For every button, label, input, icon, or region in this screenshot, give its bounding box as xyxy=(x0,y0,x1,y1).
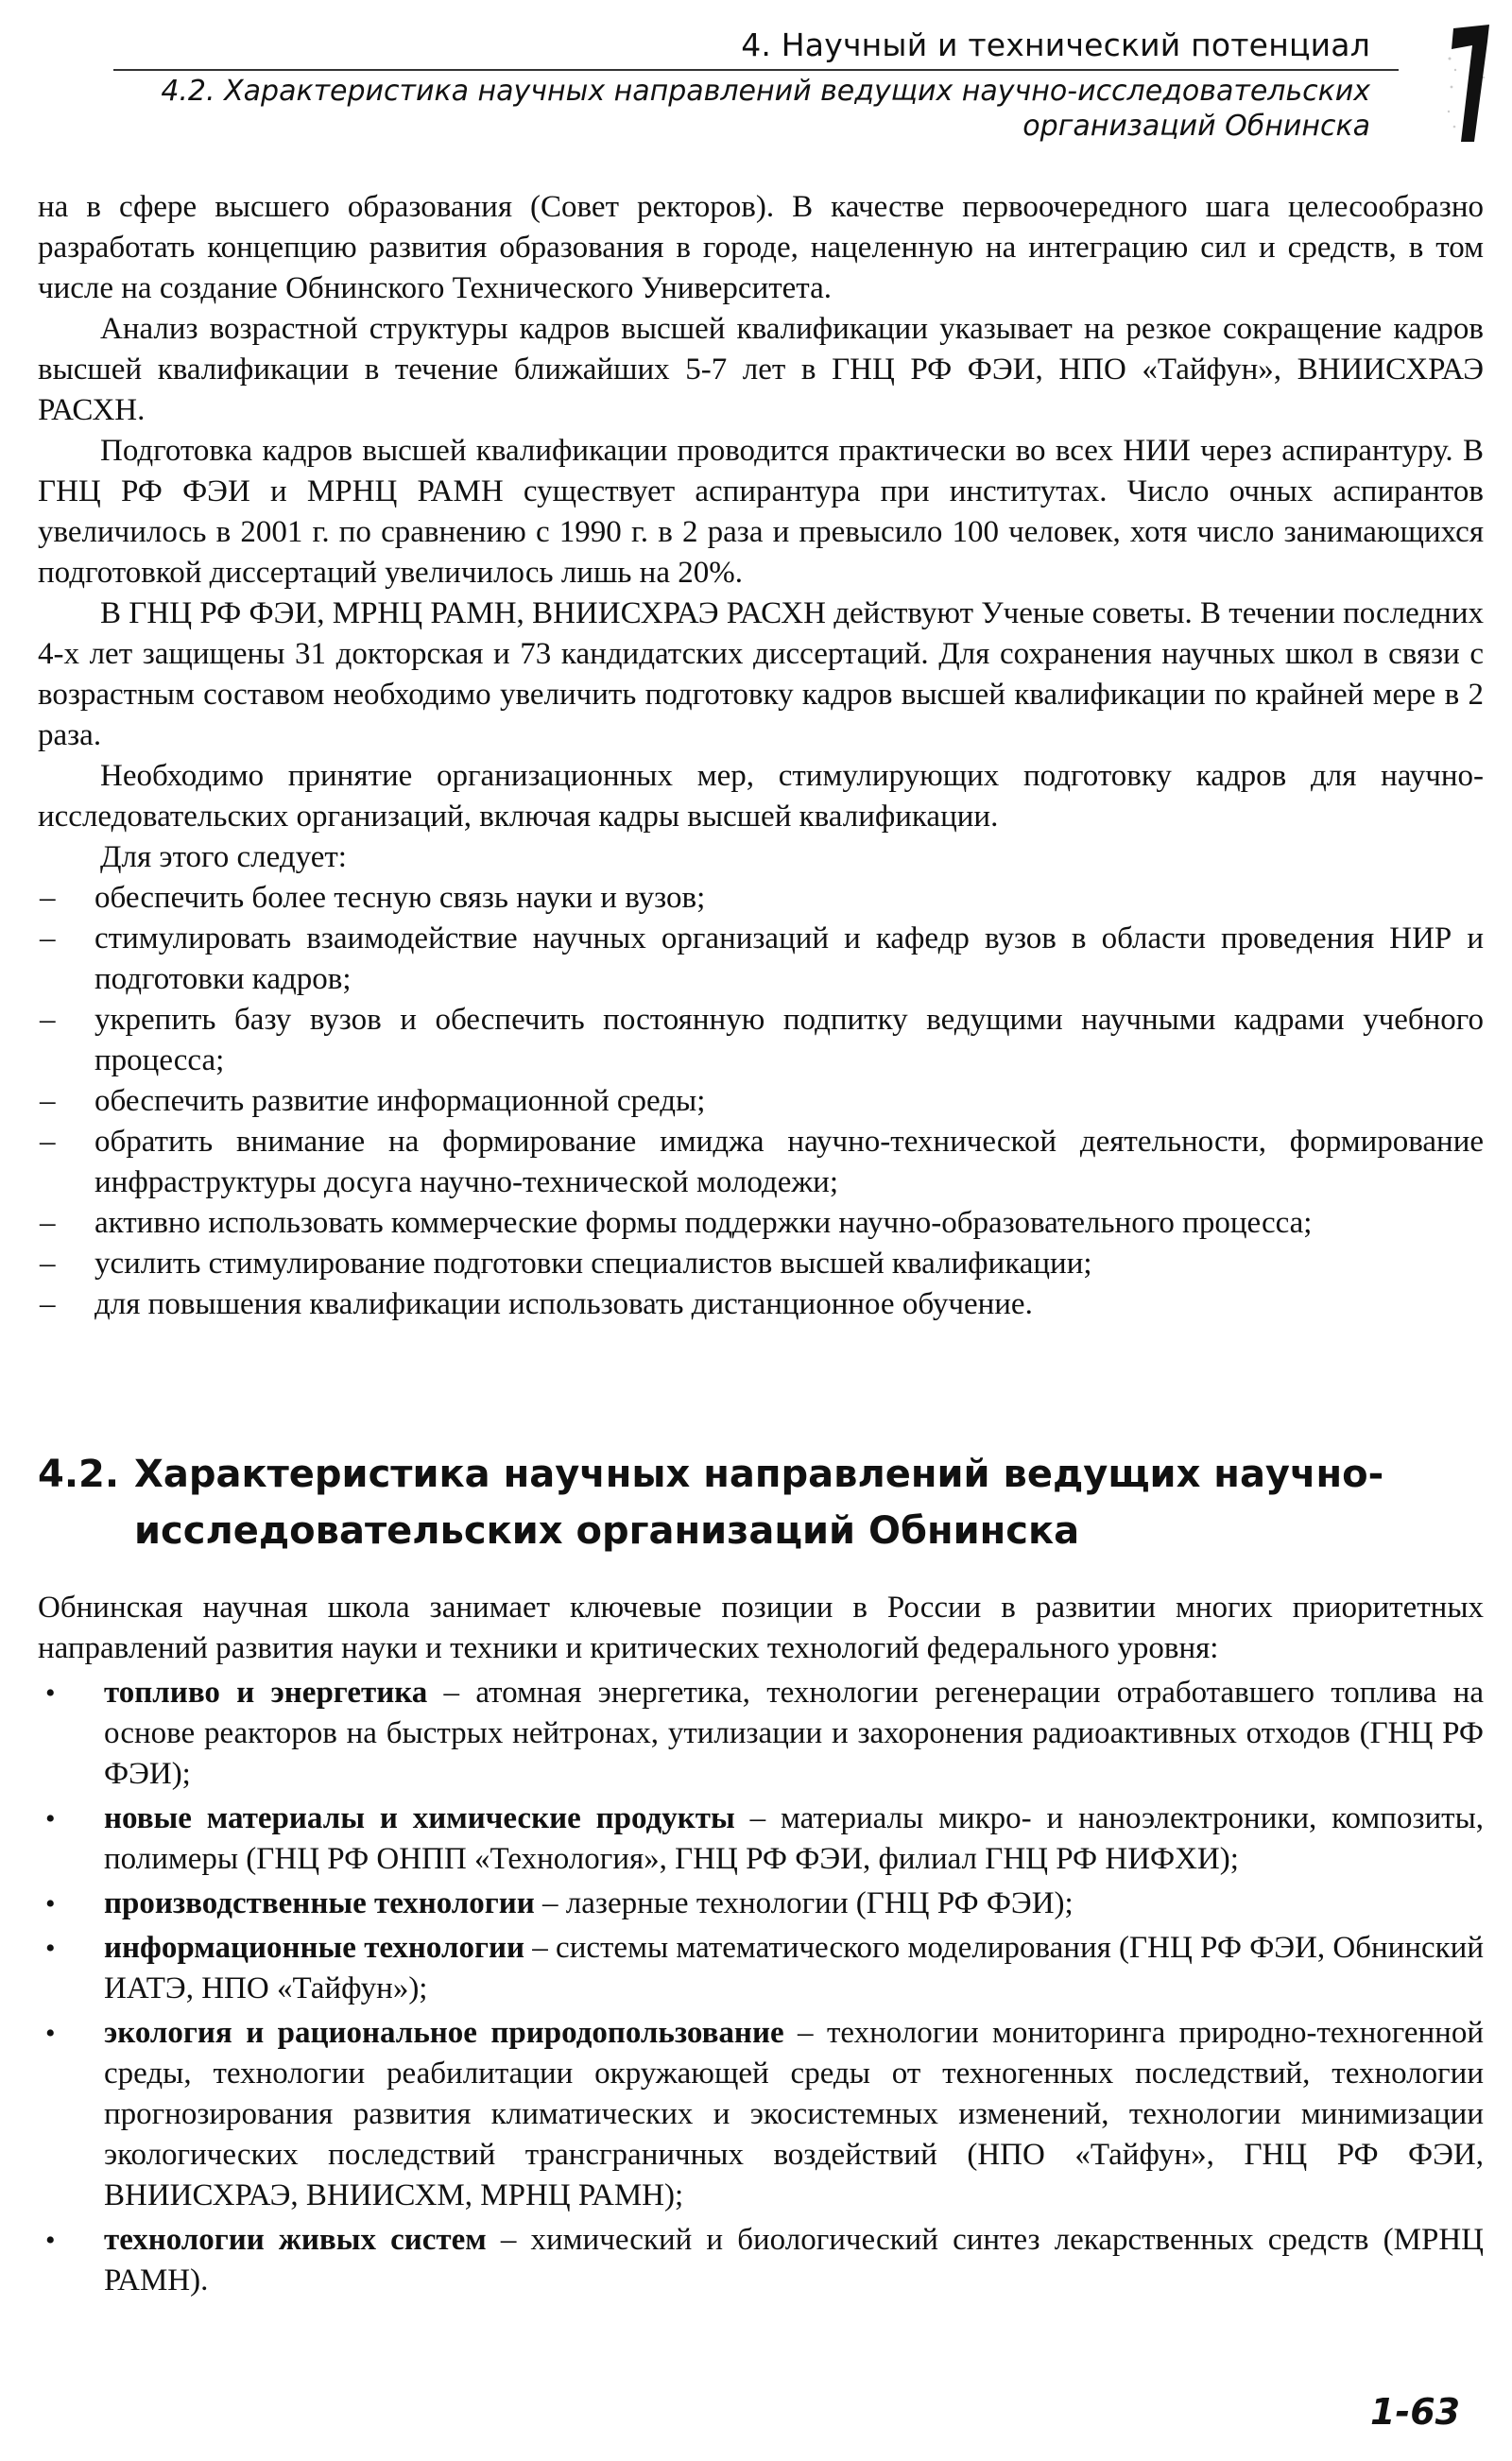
direction-text: – системы математического моделирования (ГНЦ РФ ФЭИ, Обнинский ИАТЭ, НПО «Тайфун»); xyxy=(104,1931,1484,2005)
list-item xyxy=(38,1884,1484,1924)
header-divider xyxy=(113,69,1399,71)
paragraph: Необходимо принятие организационных мер, стимулирующих подготовку кадров для научно-исследовательских организаций, включая кадры высшей квалификации. xyxy=(38,759,1484,834)
bullet-marker: • xyxy=(45,1933,56,1964)
list-item-text: обеспечить развитие информационной среды; xyxy=(94,1084,706,1118)
dash-marker: – xyxy=(40,921,56,955)
dash-marker: – xyxy=(40,1125,56,1159)
dash-marker: – xyxy=(40,1287,56,1321)
chapter-number-icon xyxy=(1446,21,1491,146)
section-title-line1: Характеристика научных направлений ведущих научно- xyxy=(134,1453,1384,1496)
list-item-text: усилить стимулирование подготовки специалистов высшей квалификации; xyxy=(94,1247,1092,1281)
list-item-text: стимулировать взаимодействие научных организаций и кафедр вузов в области проведения НИР и подготовки кадров; xyxy=(94,921,1484,996)
list-item xyxy=(38,1244,1484,1284)
list-item xyxy=(38,919,1484,1000)
bullet-marker: • xyxy=(45,2225,56,2256)
section-title-line2: исследовательских организаций Обнинска xyxy=(134,1509,1080,1553)
direction-term: экология и рациональное природопользование xyxy=(104,2016,784,2050)
dash-marker: – xyxy=(40,1206,56,1240)
section-text-block xyxy=(38,1588,1484,2301)
list-item xyxy=(38,1122,1484,1203)
dash-marker: – xyxy=(40,1247,56,1281)
paragraph: Подготовка кадров высшей квалификации проводится практически во всех НИИ через аспирантуру. В ГНЦ РФ ФЭИ и МРНЦ РАМН существует аспирантура при институтах. Число очных аспирантов увеличилось в 2001 г. по сравнению с 1990 г. в 2 раза и превысило 100 человек, хотя число занимающихся подготовкой диссертаций увеличилось лишь на 20%. xyxy=(38,434,1484,590)
paragraph: В ГНЦ РФ ФЭИ, МРНЦ РАМН, ВНИИСХРАЭ РАСХН действуют Ученые советы. В течении последних 4-х лет защищены 31 докторская и 73 кандидатских диссертаций. Для сохранения научных школ в связи с возрастным составом необходимо увеличить подготовку кадров высшей квалификации по крайней мере в 2 раза. xyxy=(38,596,1484,752)
list-item-text: активно использовать коммерческие формы поддержки научно-образовательного процесса; xyxy=(94,1206,1313,1240)
section-heading xyxy=(38,1446,1484,1559)
list-item-text: для повышения квалификации использовать дистанционное обучение. xyxy=(94,1287,1033,1321)
direction-term: новые материалы и химические продукты xyxy=(104,1801,735,1835)
paragraph: на в сфере высшего образования (Совет ректоров). В качестве первоочередного шага целесообразно разработать концепцию развития образования в городе, нацеленную на интеграцию сил и средств, в том числе на создание Обнинского Технического Университета. xyxy=(38,190,1484,305)
bullet-marker: • xyxy=(45,1888,56,1919)
list-item xyxy=(38,2013,1484,2216)
dash-marker: – xyxy=(40,881,56,915)
direction-text: – химический и биологический синтез лекарственных средств (МРНЦ РАМН). xyxy=(104,2223,1484,2298)
recommendation-list xyxy=(38,878,1484,1325)
bullet-marker: • xyxy=(45,1678,56,1709)
direction-term: информационные технологии xyxy=(104,1931,525,1965)
paragraph: Анализ возрастной структуры кадров высшей квалификации указывает на резкое сокращение кадров высшей квалификации в течение ближайших 5-7 лет в ГНЦ РФ ФЭИ, НПО «Тайфун», ВНИИСХРАЭ РАСХН. xyxy=(38,312,1484,427)
direction-term: производственные технологии xyxy=(104,1886,535,1920)
direction-text: – материалы микро- и наноэлектроники, композиты, полимеры (ГНЦ РФ ОНПП «Технология», ГНЦ РФ ФЭИ, филиал ГНЦ РФ НИФХИ); xyxy=(104,1801,1484,1876)
running-header xyxy=(94,26,1399,143)
bullet-marker: • xyxy=(45,2018,56,2049)
bullet-marker: • xyxy=(45,1803,56,1834)
direction-text: – лазерные технологии (ГНЦ РФ ФЭИ); xyxy=(534,1886,1074,1920)
section-number: 4.2. xyxy=(38,1453,120,1496)
paragraph: Для этого следует: xyxy=(100,840,347,874)
top-text-block xyxy=(38,187,1484,1325)
direction-text: – технологии мониторинга природно-техногенной среды, технологии реабилитации окружающей среды от техногенных последствий, технологии прогнозирования развития климатических и экосистемных изменений, технологии минимизации экологических последствий трансграничных воздействий (НПО «Тайфун», ГНЦ РФ ФЭИ, ВНИИСХРАЭ, ВНИИСХМ, МРНЦ РАМН); xyxy=(104,2016,1484,2212)
header-section-line2: организаций Обнинска xyxy=(1022,110,1370,143)
list-item xyxy=(38,1081,1484,1122)
list-item xyxy=(38,1928,1484,2009)
list-item-text: обратить внимание на формирование имиджа научно-технической деятельности, формирование инфраструктуры досуга научно-технической молодежи; xyxy=(94,1125,1484,1199)
list-item xyxy=(38,2220,1484,2301)
directions-list xyxy=(38,1673,1484,2301)
section-heading-line1 xyxy=(38,1446,1484,1503)
list-item xyxy=(38,878,1484,919)
list-item xyxy=(38,1673,1484,1795)
chapter-title: 4. Научный и технический потенциал xyxy=(741,26,1370,63)
section-intro: Обнинская научная школа занимает ключевые позиции в России в развитии многих приоритетных направлений развития науки и техники и критических технологий федерального уровня: xyxy=(38,1591,1484,1665)
header-section-line1: 4.2. Характеристика научных направлений ведущих научно-исследовательских xyxy=(161,75,1370,108)
document-page xyxy=(38,0,1484,2461)
list-item xyxy=(38,1000,1484,1081)
list-item-text: укрепить базу вузов и обеспечить постоянную подпитку ведущими научными кадрами учебного процесса; xyxy=(94,1003,1484,1077)
direction-term: технологии живых систем xyxy=(104,2223,487,2257)
list-item xyxy=(38,1284,1484,1325)
dash-marker: – xyxy=(40,1084,56,1118)
list-item-text: обеспечить более тесную связь науки и вузов; xyxy=(94,881,706,915)
direction-text: – атомная энергетика, технологии регенерации отработавшего топлива на основе реакторов на быстрых нейтронах, утилизации и захоронения радиоактивных отходов (ГНЦ РФ ФЭИ); xyxy=(104,1676,1484,1791)
direction-term: топливо и энергетика xyxy=(104,1676,428,1710)
page-number: 1-63 xyxy=(1370,2391,1461,2433)
list-item xyxy=(38,1798,1484,1880)
dash-marker: – xyxy=(40,1003,56,1037)
list-item xyxy=(38,1203,1484,1244)
